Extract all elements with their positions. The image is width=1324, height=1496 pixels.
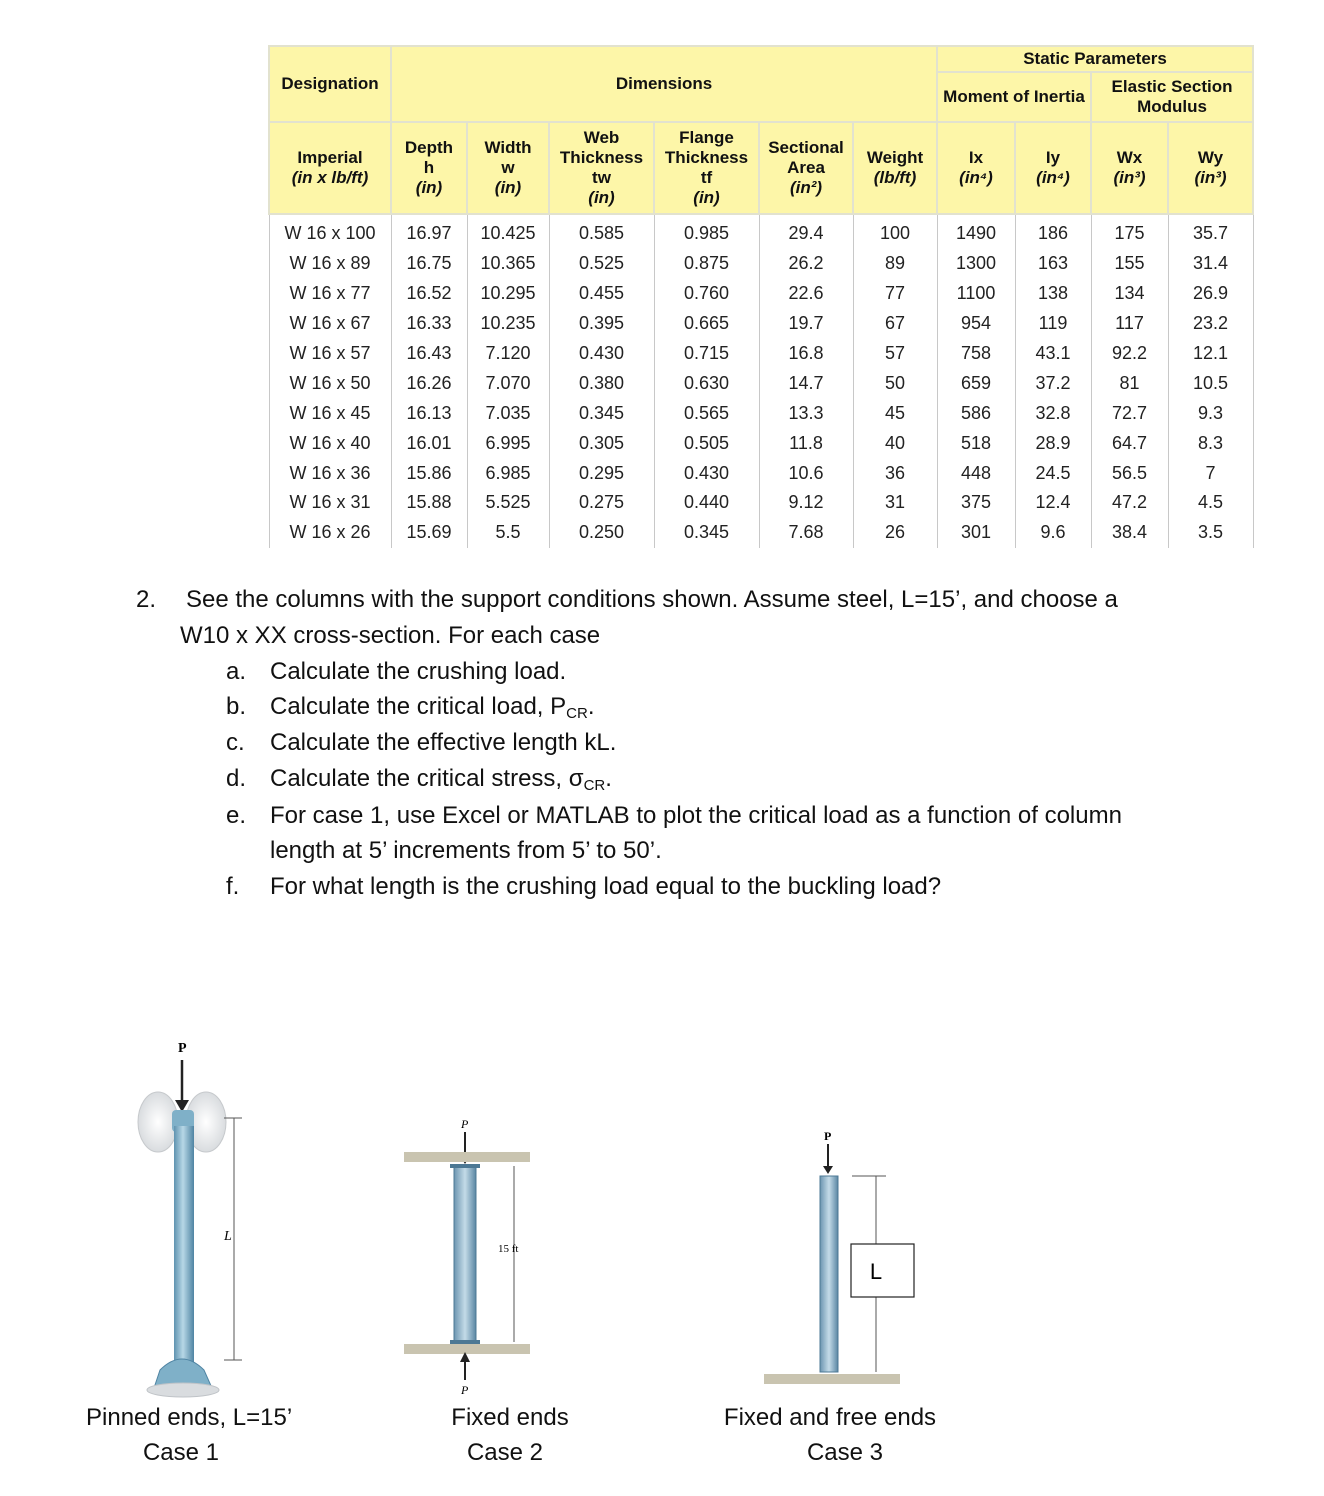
item-f-text: For what length is the crushing load equal to the buckling load?: [270, 873, 942, 900]
cell-width: 10.425: [467, 214, 549, 249]
header-wy-unit: (in³): [1194, 168, 1227, 187]
cell-wy: 31.4: [1168, 249, 1253, 279]
cell-ix: 301: [937, 518, 1015, 548]
header-designation: Designation: [269, 46, 391, 122]
case3-caption-line-1: Fixed and free ends: [723, 1404, 937, 1431]
cell-depth: 15.88: [391, 488, 467, 518]
cell-ix: 954: [937, 309, 1015, 339]
item-d-letter: d.: [226, 765, 247, 792]
cell-weight: 50: [853, 368, 937, 398]
cell-iy: 119: [1015, 309, 1091, 339]
case2-bottom-flange: [450, 1340, 480, 1344]
cell-wx: 72.7: [1091, 398, 1168, 428]
case2-caption-line-2: Case 2: [466, 1439, 544, 1466]
table-row: [269, 518, 1253, 548]
case2-length-label: 15 ft: [498, 1243, 519, 1255]
item-d-tail: .: [605, 765, 612, 792]
cell-width: 10.295: [467, 279, 549, 309]
case1-load-label: P: [178, 1041, 187, 1056]
item-a-text: Calculate the crushing load.: [270, 658, 567, 685]
case1-pinned-column-figure: [120, 1030, 270, 1410]
cell-iy: 186: [1015, 214, 1091, 249]
cell-web-thickness: 0.585: [549, 214, 654, 249]
header-wy: [1168, 122, 1253, 214]
header-width-symbol: w: [501, 158, 515, 177]
header-wx: [1091, 122, 1168, 214]
table-row: [269, 309, 1253, 339]
item-e-text-line-2: length at 5’ increments from 5’ to 50’.: [270, 837, 662, 864]
item-c-letter: c.: [226, 729, 245, 756]
header-flange-label-1: Flange: [679, 128, 734, 147]
cell-depth: 16.52: [391, 279, 467, 309]
header-wx-label: Wx: [1116, 148, 1143, 167]
item-f-letter: f.: [226, 873, 240, 900]
header-elastic-section-modulus: Elastic Section Modulus: [1091, 72, 1253, 122]
cell-depth: 16.97: [391, 214, 467, 249]
cell-iy: 28.9: [1015, 428, 1091, 458]
cell-designation: W 16 x 40: [269, 428, 391, 458]
item-b-tail: .: [587, 693, 595, 720]
case3-ground: [764, 1374, 900, 1384]
header-area-label-2: Area: [787, 158, 825, 177]
case3-caption-line-2: Case 3: [806, 1439, 884, 1466]
cell-iy: 138: [1015, 279, 1091, 309]
header-area-unit: (in²): [789, 178, 823, 197]
cell-designation: W 16 x 45: [269, 398, 391, 428]
cell-iy: 9.6: [1015, 518, 1091, 548]
cell-wx: 175: [1091, 214, 1168, 249]
case3-arrowhead: [823, 1166, 833, 1174]
cell-flange-thickness: 0.430: [654, 458, 759, 488]
cell-weight: 26: [853, 518, 937, 548]
cell-depth: 15.86: [391, 458, 467, 488]
cell-wx: 81: [1091, 368, 1168, 398]
cell-ix: 586: [937, 398, 1015, 428]
cell-depth: 16.33: [391, 309, 467, 339]
case3-column: [820, 1176, 838, 1372]
cell-width: 6.995: [467, 428, 549, 458]
case3-length-label: L: [869, 1259, 883, 1284]
header-wx-unit: (in³): [1113, 168, 1146, 187]
cell-web-thickness: 0.455: [549, 279, 654, 309]
case2-caption-line-1: Fixed ends: [451, 1404, 569, 1431]
cell-designation: W 16 x 100: [269, 214, 391, 249]
header-iy: [1015, 122, 1091, 214]
cell-designation: W 16 x 77: [269, 279, 391, 309]
cell-web-thickness: 0.395: [549, 309, 654, 339]
case2-bottom-support: [404, 1344, 530, 1354]
header-web-symbol: tw: [592, 168, 611, 187]
table-row: [269, 488, 1253, 518]
case2-top-flange: [450, 1164, 480, 1168]
cell-weight: 45: [853, 398, 937, 428]
header-depth-unit: (in): [415, 178, 443, 197]
item-b-letter: b.: [226, 693, 247, 720]
cell-wx: 155: [1091, 249, 1168, 279]
header-wy-label: Wy: [1197, 148, 1224, 167]
header-web-unit: (in): [588, 188, 615, 207]
cell-weight: 36: [853, 458, 937, 488]
cell-weight: 67: [853, 309, 937, 339]
cell-flange-thickness: 0.875: [654, 249, 759, 279]
header-depth: [391, 122, 467, 214]
cell-iy: 37.2: [1015, 368, 1091, 398]
cell-ix: 1300: [937, 249, 1015, 279]
case2-bottom-load-label: P: [461, 1383, 469, 1397]
cell-wx: 56.5: [1091, 458, 1168, 488]
cell-area: 22.6: [759, 279, 853, 309]
item-e-text-line-1: For case 1, use Excel or MATLAB to plot the critical load as a function of column: [270, 802, 1122, 829]
item-a-letter: a.: [226, 658, 247, 685]
cell-flange-thickness: 0.505: [654, 428, 759, 458]
cell-ix: 1100: [937, 279, 1015, 309]
cell-wy: 35.7: [1168, 214, 1253, 249]
header-width: [467, 122, 549, 214]
table-row: [269, 339, 1253, 369]
case3-length-label-box: [851, 1244, 914, 1297]
cell-wx: 92.2: [1091, 339, 1168, 369]
case3-load-label: P: [824, 1129, 832, 1143]
case1-length-label: L: [224, 1229, 232, 1244]
header-ix-unit: (in⁴): [959, 168, 993, 187]
cell-wx: 117: [1091, 309, 1168, 339]
cell-designation: W 16 x 89: [269, 249, 391, 279]
header-ix: [937, 122, 1015, 214]
cell-depth: 16.43: [391, 339, 467, 369]
header-ix-label: Ix: [968, 148, 984, 167]
cell-web-thickness: 0.430: [549, 339, 654, 369]
cell-area: 10.6: [759, 458, 853, 488]
cell-depth: 16.13: [391, 398, 467, 428]
cell-ix: 448: [937, 458, 1015, 488]
header-static-parameters: Static Parameters: [937, 46, 1253, 72]
header-depth-symbol: h: [423, 158, 435, 177]
item-b-subscript: CR: [566, 705, 588, 722]
header-dimensions: Dimensions: [391, 46, 937, 122]
cell-iy: 43.1: [1015, 339, 1091, 369]
cell-depth: 16.75: [391, 249, 467, 279]
cell-area: 13.3: [759, 398, 853, 428]
header-imperial-unit: (in x lb/ft): [291, 168, 369, 187]
cell-iy: 24.5: [1015, 458, 1091, 488]
cell-area: 29.4: [759, 214, 853, 249]
cell-width: 7.120: [467, 339, 549, 369]
cell-width: 10.365: [467, 249, 549, 279]
cell-width: 7.035: [467, 398, 549, 428]
header-weight-unit: (lb/ft): [873, 168, 917, 187]
header-iy-label: Iy: [1045, 148, 1061, 167]
cell-area: 16.8: [759, 339, 853, 369]
cell-wy: 23.2: [1168, 309, 1253, 339]
cell-area: 26.2: [759, 249, 853, 279]
header-iy-unit: (in⁴): [1036, 168, 1070, 187]
cell-weight: 100: [853, 214, 937, 249]
header-flange-unit: (in): [693, 188, 720, 207]
cell-wy: 26.9: [1168, 279, 1253, 309]
cell-area: 14.7: [759, 368, 853, 398]
cell-flange-thickness: 0.665: [654, 309, 759, 339]
header-width-label: Width: [484, 138, 532, 157]
problem-intro-line-2: W10 x XX cross-section. For each case: [180, 622, 601, 649]
case3-fixed-free-column-figure: [756, 1118, 926, 1392]
cell-flange-thickness: 0.440: [654, 488, 759, 518]
cell-designation: W 16 x 50: [269, 368, 391, 398]
cell-flange-thickness: 0.565: [654, 398, 759, 428]
problem-number: 2.: [136, 586, 157, 613]
problem-intro-line-1: See the columns with the support conditions shown. Assume steel, L=15’, and choose a: [186, 586, 1118, 613]
cell-wy: 12.1: [1168, 339, 1253, 369]
cell-width: 5.525: [467, 488, 549, 518]
header-web-thickness: [549, 122, 654, 214]
cell-width: 7.070: [467, 368, 549, 398]
cell-iy: 163: [1015, 249, 1091, 279]
cell-width: 5.5: [467, 518, 549, 548]
cell-depth: 16.01: [391, 428, 467, 458]
cell-ix: 375: [937, 488, 1015, 518]
header-web-label-1: Web: [583, 128, 620, 147]
table-row: [269, 398, 1253, 428]
cell-wy: 7: [1168, 458, 1253, 488]
item-c-text: Calculate the effective length kL.: [270, 729, 617, 756]
header-imperial-label: Imperial: [297, 148, 363, 167]
header-flange-label-2: Thickness: [664, 148, 749, 167]
cell-wx: 64.7: [1091, 428, 1168, 458]
cell-weight: 40: [853, 428, 937, 458]
cell-ix: 758: [937, 339, 1015, 369]
cell-ix: 1490: [937, 214, 1015, 249]
cell-width: 6.985: [467, 458, 549, 488]
case1-caption-line-1: Pinned ends, L=15’: [86, 1404, 293, 1431]
table-row: [269, 428, 1253, 458]
cell-wy: 4.5: [1168, 488, 1253, 518]
cell-depth: 15.69: [391, 518, 467, 548]
header-flange-symbol: tf: [700, 168, 713, 187]
item-d-subscript: CR: [583, 777, 606, 794]
item-b-main: Calculate the critical load, P: [270, 693, 567, 720]
cell-web-thickness: 0.305: [549, 428, 654, 458]
cell-weight: 31: [853, 488, 937, 518]
cell-web-thickness: 0.275: [549, 488, 654, 518]
header-weight-label: Weight: [866, 148, 924, 167]
cell-depth: 16.26: [391, 368, 467, 398]
cell-web-thickness: 0.380: [549, 368, 654, 398]
cell-web-thickness: 0.295: [549, 458, 654, 488]
case1-caption-line-2: Case 1: [142, 1439, 220, 1466]
cell-web-thickness: 0.345: [549, 398, 654, 428]
cell-designation: W 16 x 57: [269, 339, 391, 369]
header-imperial: [269, 122, 391, 214]
cell-iy: 12.4: [1015, 488, 1091, 518]
cell-wy: 3.5: [1168, 518, 1253, 548]
cell-designation: W 16 x 31: [269, 488, 391, 518]
cell-flange-thickness: 0.715: [654, 339, 759, 369]
cell-designation: W 16 x 26: [269, 518, 391, 548]
header-depth-label: Depth: [404, 138, 454, 157]
header-flange-thickness: [654, 122, 759, 214]
header-moment-of-inertia: Moment of Inertia: [937, 72, 1091, 122]
cell-designation: W 16 x 36: [269, 458, 391, 488]
header-weight: [853, 122, 937, 214]
w16-section-table: [268, 45, 1254, 548]
case2-fixed-column-figure: [400, 1110, 540, 1400]
case1-column: [174, 1126, 194, 1376]
cell-wy: 8.3: [1168, 428, 1253, 458]
table-body: [269, 214, 1253, 548]
cell-wx: 134: [1091, 279, 1168, 309]
cell-flange-thickness: 0.985: [654, 214, 759, 249]
cell-ix: 518: [937, 428, 1015, 458]
cell-width: 10.235: [467, 309, 549, 339]
item-e-letter: e.: [226, 802, 247, 829]
cell-area: 7.68: [759, 518, 853, 548]
cell-flange-thickness: 0.760: [654, 279, 759, 309]
case2-column: [454, 1166, 476, 1342]
cell-designation: W 16 x 67: [269, 309, 391, 339]
item-d-text: [270, 765, 612, 794]
header-area-label-1: Sectional: [768, 138, 844, 157]
case2-top-support: [404, 1152, 530, 1162]
table-row: [269, 368, 1253, 398]
cell-iy: 32.8: [1015, 398, 1091, 428]
cell-ix: 659: [937, 368, 1015, 398]
cell-area: 9.12: [759, 488, 853, 518]
cell-weight: 77: [853, 279, 937, 309]
cell-flange-thickness: 0.345: [654, 518, 759, 548]
header-web-label-2: Thickness: [559, 148, 644, 167]
cell-area: 19.7: [759, 309, 853, 339]
cell-flange-thickness: 0.630: [654, 368, 759, 398]
cell-area: 11.8: [759, 428, 853, 458]
cell-wx: 47.2: [1091, 488, 1168, 518]
cell-web-thickness: 0.525: [549, 249, 654, 279]
case1-base-plate: [147, 1383, 219, 1397]
cell-wy: 9.3: [1168, 398, 1253, 428]
header-width-unit: (in): [494, 178, 522, 197]
table-row: [269, 279, 1253, 309]
cell-wy: 10.5: [1168, 368, 1253, 398]
table-row: [269, 249, 1253, 279]
table-row: [269, 214, 1253, 249]
header-sectional-area: [759, 122, 853, 214]
cell-weight: 57: [853, 339, 937, 369]
cell-weight: 89: [853, 249, 937, 279]
table-row: [269, 458, 1253, 488]
item-d-main: Calculate the critical stress, σ: [270, 765, 584, 792]
cell-web-thickness: 0.250: [549, 518, 654, 548]
cell-wx: 38.4: [1091, 518, 1168, 548]
item-b-text: [270, 693, 595, 722]
case2-top-load-label: P: [461, 1117, 469, 1131]
